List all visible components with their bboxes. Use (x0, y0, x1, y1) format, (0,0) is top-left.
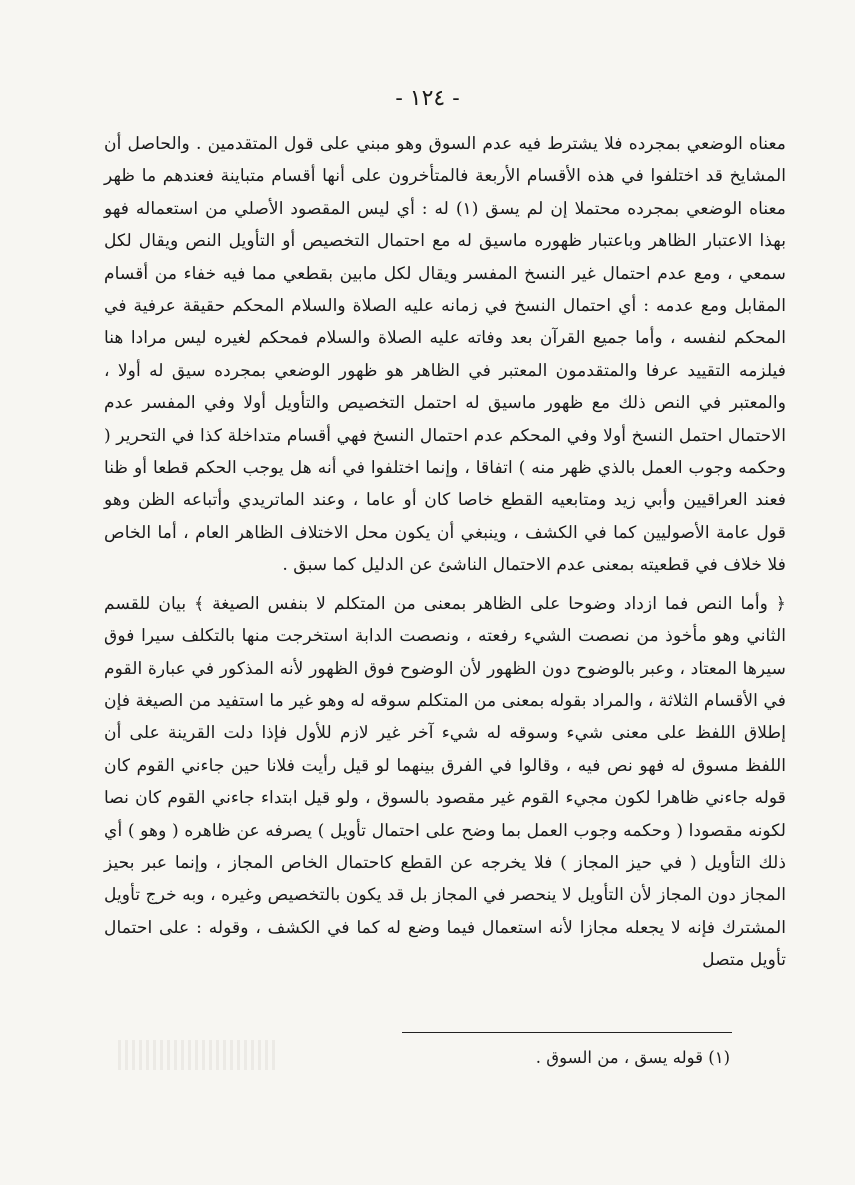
footnote: (١) قوله يسق ، من السوق . (535, 1048, 730, 1067)
scan-smudge (118, 1040, 278, 1070)
main-text-block (104, 128, 786, 977)
footnote-separator (402, 1032, 732, 1033)
paragraph-2: ﴿ وأما النص فما ازداد وضوحا على الظاهر بمعنى من المتكلم لا بنفس الصيغة ﴾ بيان للقسم الثاني وهو مأخوذ من نصصت الشيء رفعته ، ونصصت الدابة استخرجت منها بالتكلف سيرا فوق سيرها المعتاد ، وعبر بالوضوح دون الظهور لأن الوضوح فوق الظهور لأنه المذكور في عبارة القوم في الأقسام الثلاثة ، والمراد بقوله بمعنى من المتكلم سوقه له وهو غير ما استفيد من الصيغة فإن إطلاق اللفظ على معنى شيء وسوقه له شيء آخر غير لازم للأول فإذا دلت القرينة على أن اللفظ مسوق له فهو نص فيه ، وقالوا في الفرق بينهما لو قيل رأيت فلانا حين جاءني القوم كان قوله جاءني ظاهرا لكون مجيء القوم غير مقصود بالسوق ، ولو قيل ابتداء جاءني القوم كان نصا لكونه مقصودا ( وحكمه وجوب العمل بما وضح على احتمال تأويل ) يصرفه عن ظاهره ( وهو ) أي ذلك التأويل ( في حيز المجاز ) فلا يخرجه عن القطع كاحتمال الخاص المجاز ، وإنما عبر بحيز المجاز دون المجاز لأن التأويل لا ينحصر في المجاز بل قد يكون بالتخصيص وغيره ، وبه خرج تأويل المشترك فإنه لا يجعله مجازا لأنه استعمال فيما وضع له كما في الكشف ، وقوله : على احتمال تأويل متصل (104, 593, 786, 971)
page-number: - ١٢٤ - (395, 86, 460, 111)
paragraph-1: معناه الوضعي بمجرده فلا يشترط فيه عدم السوق وهو مبني على قول المتقدمين . والحاصل أن المشايخ قد اختلفوا في هذه الأقسام الأربعة فالمتأخرون على أنها أقسام متباينة فعندهم ما ظهر معناه الوضعي بمجرده محتملا إن لم يسق (١) له : أي ليس المقصود الأصلي من استعماله فهو بهذا الاعتبار الظاهر وباعتبار ظهوره ماسيق له مع احتمال التخصيص أو التأويل النص ويقال لكل سمعي ، ومع عدم احتمال غير النسخ المفسر ويقال لكل مابين بقطعي مما فيه خفاء من أقسام المقابل ومع عدمه : أي احتمال النسخ في زمانه عليه الصلاة والسلام المحكم حقيقة عرفية في المحكم لنفسه ، وأما جميع القرآن بعد وفاته عليه الصلاة والسلام فمحكم لغيره ليس مرادا هنا فيلزمه التقييد عرفا والمتقدمون المعتبر في الظاهر هو ظهور الوضعي بمجرده سيق له أولا ، والمعتبر في النص ذلك مع ظهور ماسيق له احتمل التخصيص والتأويل أولا وفي المفسر عدم الاحتمال احتمل النسخ أولا وفي المحكم عدم احتمال النسخ فهي أقسام متداخلة كذا في التحرير ( وحكمه وجوب العمل بالذي ظهر منه ) اتفاقا ، وإنما اختلفوا في أنه هل يوجب الحكم قطعا أو ظنا فعند العراقيين وأبي زيد ومتابعيه القطع خاصا كان أو عاما ، وعند الماتريدي وأتباعه الظن وهو قول عامة الأصوليين كما في الكشف ، وينبغي أن يكون محل الاختلاف الظاهر العام ، أما الخاص فلا خلاف في قطعيته بمعنى عدم الاحتمال الناشئ عن الدليل كما سبق . (104, 134, 787, 576)
